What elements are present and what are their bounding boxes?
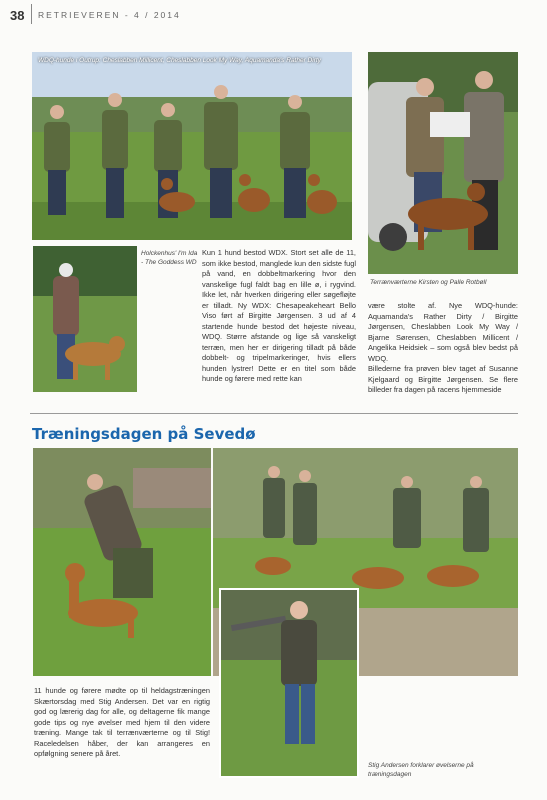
paragraph: Kun 1 hund bestod WDX. Stort set alle de 11, som ikke bestod, manglede kun den sidste fugl på vand, en dobbeltmarkering hvor den vanskelige fugl faldt bag en lille ø, i rygvind. Ikke let, når hverken dirigering eller søgefløjte er tilladt. Ny WDX: Chesapeakeheart Bello Viso ført af Birgitte Jørgensen. 3 ud af 4 startende hunde bestod det højeste niveau, WDQ. Større afstande og lige så vanskeligt terræn, men her er dirigering tilladt på både dobbelt- og tripelmarkeringer, hvis ellers hunden lystrer! Dette er en titel som både hunde og førere med rette kan [202,248,356,383]
section-title: Træningsdagen på Sevedø [32,425,256,443]
article-column-2 [368,301,518,396]
photo-stig [219,588,359,778]
running-title: RETRIEVEREN - 4 / 2014 [38,10,181,20]
photo-training-retrieve [33,448,211,676]
paragraph: være stolte af. Nye WDQ-hunde: Aquamanda's Rather Dirty / Birgitte Jørgensen, Cheslabben Look My Way / Bjarne Sørensen, Cheslabben Millicent / Angelika Heidsiek – som også blev bedst på WDQ. [368,301,518,363]
photo-wdq-group [32,52,352,240]
paragraph: Billederne fra prøven blev taget af Susanne Kjelgaard og Birgitte Jørgensen. Se flere billeder fra dagen på racens hjemmeside [368,364,518,394]
section-body [34,686,210,760]
photo-ida [33,246,137,392]
photo-caption: Terrænværterne Kirsten og Palle Rotbøll [370,279,487,286]
header-divider [31,4,32,24]
article-column-1 [202,248,356,385]
photo-judges [368,52,518,274]
photo-caption: Stig Andersen forklarer øvelserne på træningsdagen [368,762,474,778]
paragraph: 11 hunde og førere mødte op til heldagstræningen Skærtorsdag med Stig Andersen. Det var en rigtig god og lærerig dag for alle, og deltagerne fik mange gode tips og nye øvelser med hjem til den videre træning. Mange tak til terrænværterne og til Stig! Raceledelsen håber, der kan arrangeres en opfølgning senere på året. [34,686,210,758]
photo-caption: WDQ-hunde i Outrup: Cheslabben Millicent, Cheslabben Look My Way, Aquamanda's Rather Dirty [38,57,321,64]
photo-caption: Holckenhus' I'm Ida - The Goddess WD [141,250,198,266]
section-divider [30,413,518,414]
page-number: 38 [10,8,25,23]
